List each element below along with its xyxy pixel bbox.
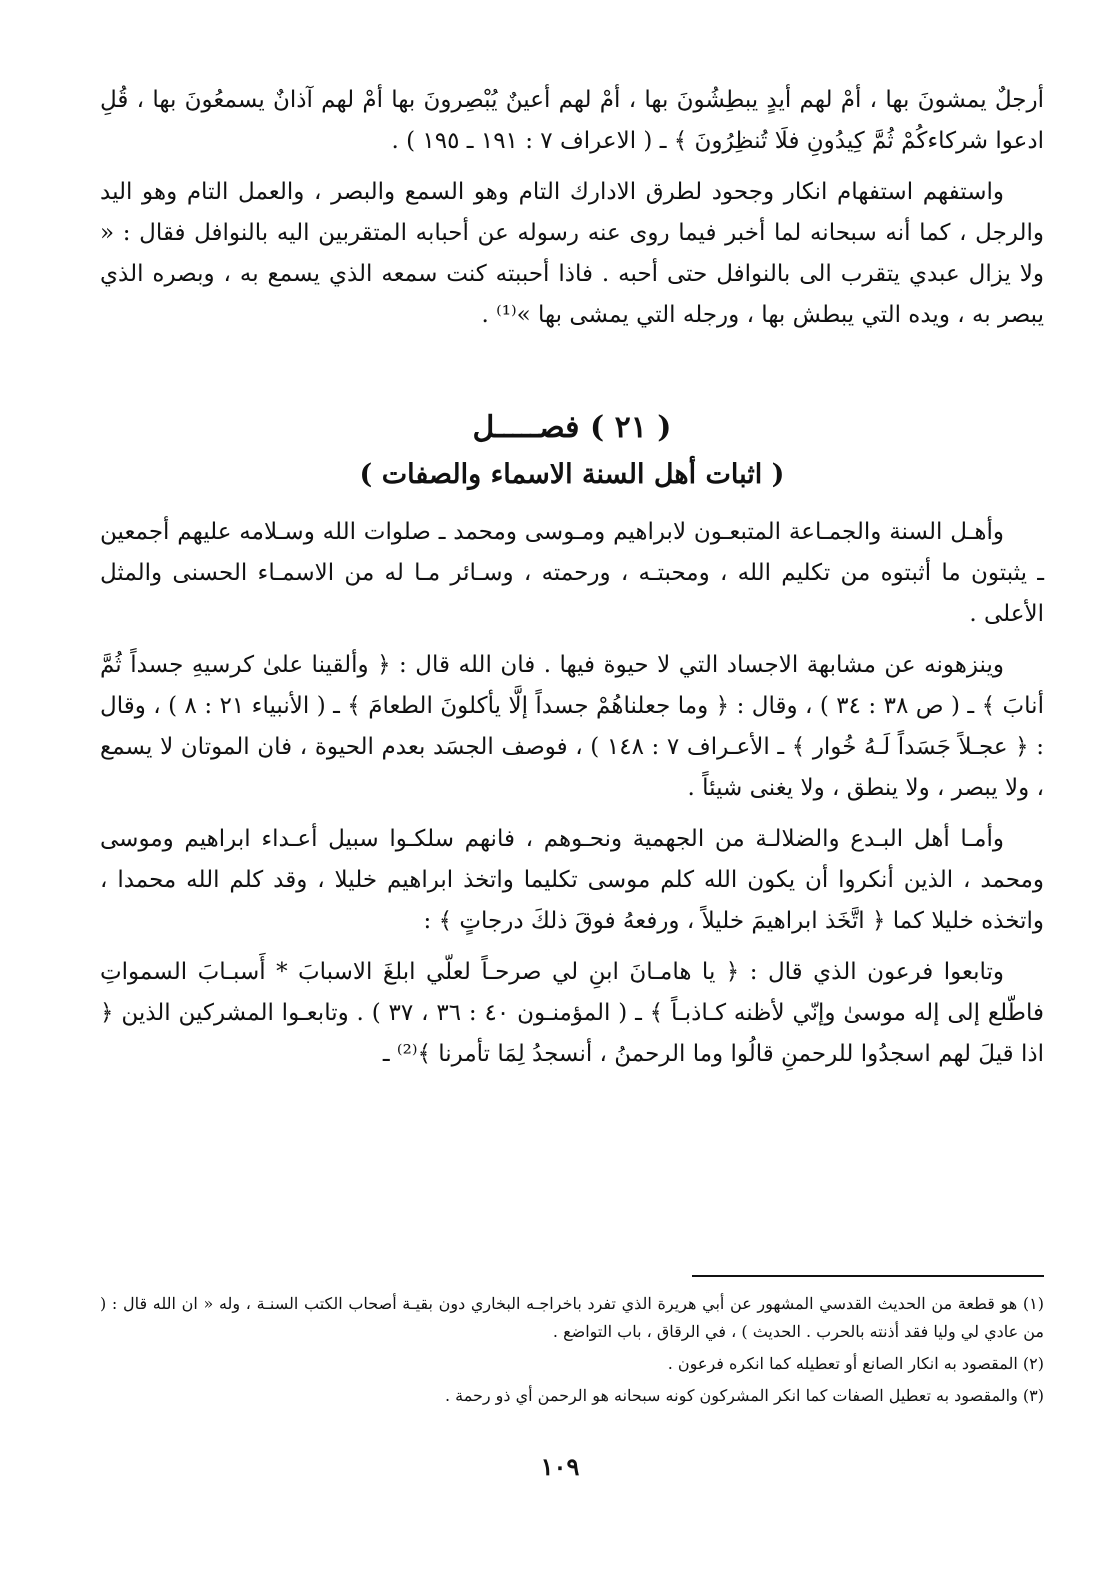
footnote-divider — [692, 1275, 1044, 1277]
paragraph-2: واستفهم استفهام انكار وجحود لطرق الادارك التام وهو السمع والبصر ، والعمل التام وهو اليد والرجل ، كما أنه سبحانه لما أخبر فيما روى عنه رسوله عن أحبابه المتقربين اليه بالنوافل فقال : « ولا يزال عبدي يتقرب الى بالنوافل حتى أحبه . فاذا أحببته كنت سمعه الذي يسمع به ، وبصره الذي يبصر به ، ويده التي يبطش بها ، ورجله التي يمشى بها »⁽¹⁾ . — [100, 179, 1044, 328]
footnotes — [100, 1290, 1044, 1414]
paragraph-1: أرجلٌ يمشونَ بها ، أمْ لهم أيدٍ يبطِشُونَ بها ، أمْ لهم أعينٌ يُبْصِرونَ بها أمْ لهم آذانٌ يسمعُونَ بها ، قُلِ ادعوا شركاءكُمْ ثُمَّ كِيدُونِ فلَا تُنظِرُونَ ﴾ ـ ( الاعراف ٧ : ١٩١ ـ ١٩٥ ) . — [100, 87, 1044, 154]
paragraph-4: وينزهونه عن مشابهة الاجساد التي لا حيوة فيها . فان الله قال : ﴿ وألقينا علىٰ كرسيهِ جسداً ثُمَّ أنابَ ﴾ ـ ( ص ٣٨ : ٣٤ ) ، وقال : ﴿ وما جعلناهُمْ جسداً إلَّا يأكلونَ الطعامَ ﴾ ـ ( الأنبياء ٢١ : ٨ ) ، وقال : ﴿ عجـلاً جَسَداً لَـهُ خُوار ﴾ ـ الأعـراف ٧ : ١٤٨ ) ، فوصف الجسَد بعدم الحيوة ، فان الموتان لا يسمع ، ولا يبصر ، ولا ينطق ، ولا يغنى شيئاً . — [100, 652, 1044, 801]
footnote-2: (٢) المقصود به انكار الصانع أو تعطيله كما انكره فرعون . — [667, 1354, 1044, 1373]
page-number: ١٠٩ — [540, 1452, 580, 1481]
footnote-3: (٣) والمقصود به تعطيل الصفات كما انكر المشركون كونه سبحانه هو الرحمن أي ذو رحمة . — [444, 1386, 1044, 1405]
paragraph-6: وتابعوا فرعون الذي قال : ﴿ يا هامـانَ ابنِ لي صرحـاً لعلّي ابلغَ الاسبابَ * أَسبـابَ السمواتِ فاطّلع إلى إله موسىٰ وإنّي لأظنه كـاذبـاً ﴾ ـ ( المؤمنـون ٤٠ : ٣٦ ، ٣٧ ) . وتابعـوا المشركين الذين ﴿ اذا قيلَ لهم اسجدُوا للرحمنِ قالُوا وما الرحمنُ ، أنسجدُ لِمَا تأمرنا ﴾⁽²⁾ ـ — [100, 959, 1044, 1067]
section-title: ( ٢١ ) فصـــــل — [472, 410, 672, 445]
section-heading — [100, 406, 1044, 496]
paragraph-3: وأهـل السنة والجمـاعة المتبعـون لابراهيم ومـوسى ومحمد ـ صلوات الله وسـلامه عليهم أجمعين ـ يثبتون ما أثبتوه من تكليم الله ، ومحبتـه ، ورحمته ، وسـائر مـا له من الاسمـاء الحسنى والمثل الأعلى . — [100, 519, 1044, 627]
footnote-1: (١) هو قطعة من الحديث القدسي المشهور عن أبي هريرة الذي تفرد باخراجـه البخاري دون بقيـة أصحاب الكتب السنـة ، وله « ان الله قال : ( من عادي لي وليا فقد أذنته بالحرب . الحديث ) ، في الرقاق ، باب التواضع . — [100, 1294, 1044, 1341]
main-text — [100, 80, 1044, 1085]
section-subtitle: ( اثبات أهل السنة الاسماء والصفات ) — [359, 459, 785, 490]
paragraph-5: وأمـا أهل البـدع والضلالـة من الجهمية ونحـوهم ، فانهم سلكـوا سبيل أعـداء ابراهيم وموسى ومحمد ، الذين أنكروا أن يكون الله كلم موسى تكليما واتخذ ابراهيم خليلا ، وقد كلم الله محمدا ، واتخذه خليلا كما ﴿ اتَّخَذ ابراهيمَ خليلاً ، ورفعهُ فوقَ ذلكَ درجاتٍ ﴾ : — [100, 826, 1044, 934]
